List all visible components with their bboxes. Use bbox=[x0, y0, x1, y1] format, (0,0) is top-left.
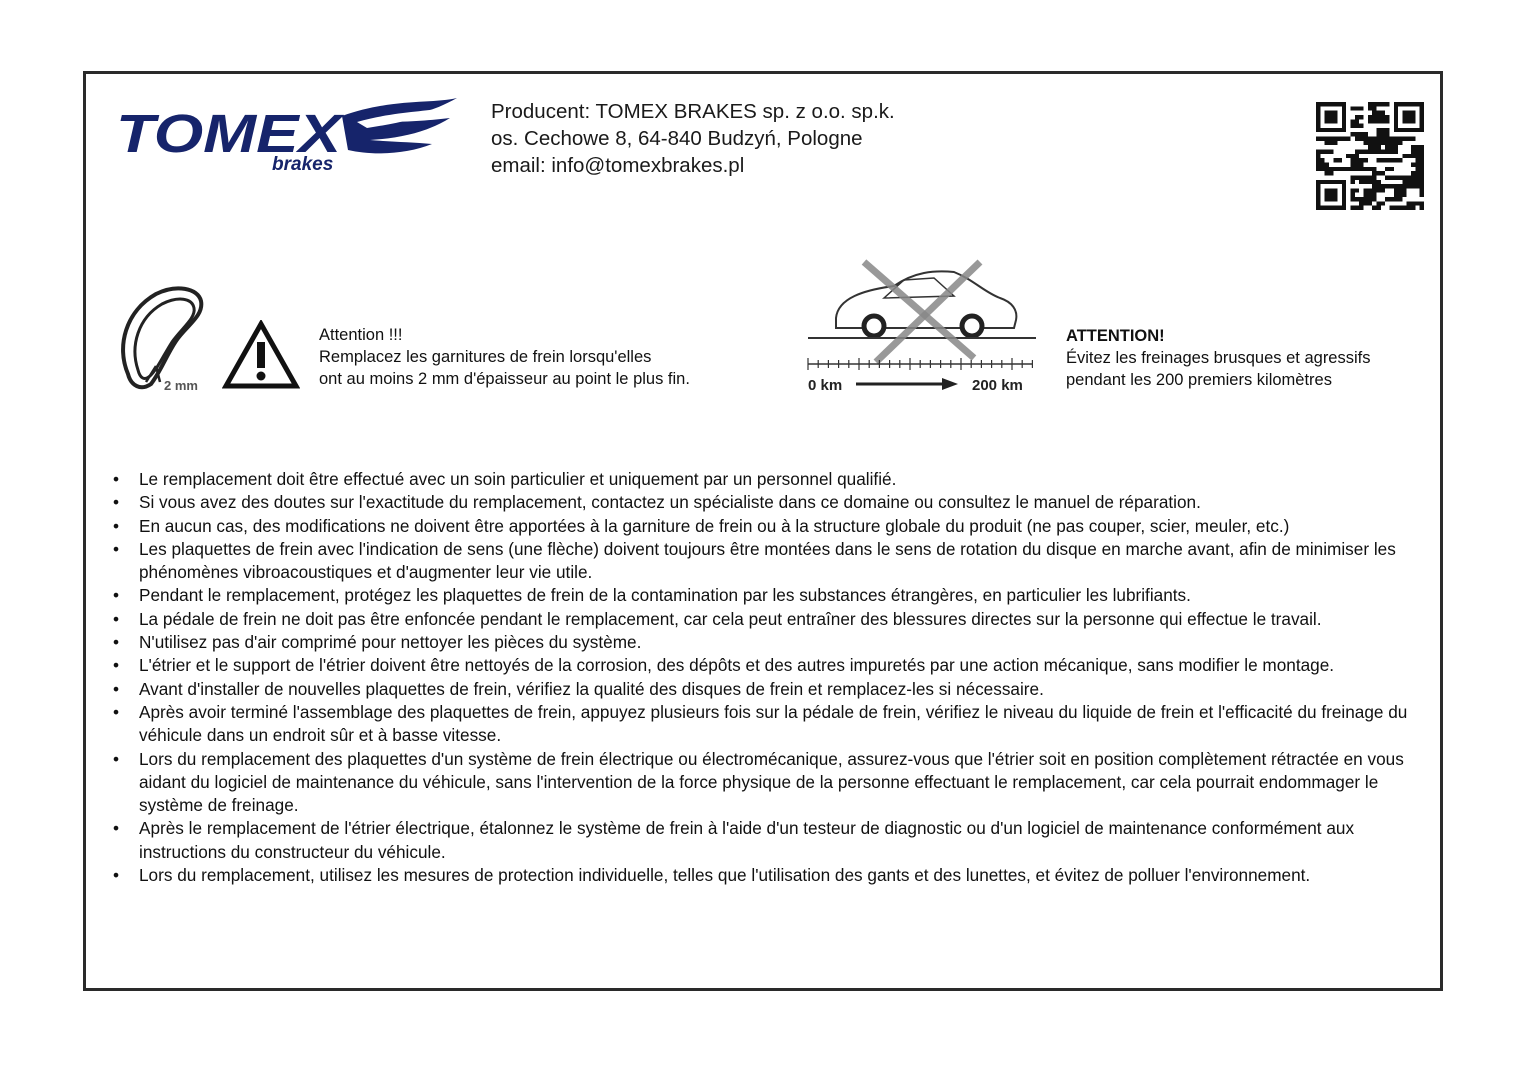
exclamation-triangle-icon bbox=[222, 320, 300, 390]
bedding-warning-title: ATTENTION! bbox=[1066, 327, 1165, 345]
list-item: • Après le remplacement de l'étrier électrique, étalonnez le système de frein à l'aide d'un testeur de diagnostic ou d'un logiciel de maintenance conformément aux instructions du constructeur du véhicule. bbox=[111, 817, 1421, 864]
svg-text:0 km: 0 km bbox=[808, 377, 843, 394]
svg-text:200 km: 200 km bbox=[972, 377, 1023, 394]
bedding-warning-line2: pendant les 200 premiers kilomètres bbox=[1066, 371, 1332, 389]
pad-warning-line1: Remplacez les garnitures de frein lorsqu'elles bbox=[319, 348, 652, 366]
pad-warning-title: Attention !!! bbox=[319, 326, 403, 344]
pad-warning-line2: ont au moins 2 mm d'épaisseur au point le plus fin. bbox=[319, 370, 690, 388]
producer-email[interactable]: email: info@tomexbrakes.pl bbox=[491, 154, 745, 177]
list-item: • Après avoir terminé l'assemblage des plaquettes de frein, appuyez plusieurs fois sur la pédale de frein, vérifiez le niveau du liquide de frein et l'efficacité du freinage du véhicule dans un endroit sûr et à basse vitesse. bbox=[111, 701, 1421, 748]
list-item: • Lors du remplacement, utilisez les mesures de protection individuelle, telles que l'utilisation des gants et des lunettes, et évitez de polluer l'environnement. bbox=[111, 864, 1421, 887]
list-item: • Les plaquettes de frein avec l'indication de sens (une flèche) doivent toujours être montées dans le sens de rotation du disque en marche avant, afin de minimiser les phénomènes vibroacoustiques et d'augmenter leur vie utile. bbox=[111, 538, 1421, 585]
qr-code-icon[interactable] bbox=[1316, 102, 1424, 210]
producer-info bbox=[491, 98, 895, 179]
list-item: • Lors du remplacement des plaquettes d'un système de frein électrique ou électromécanique, assurez-vous que l'étrier soit en position complètement rétractée en vous aidant du logiciel de maintenance du véhicule, sans l'intervention de la force physique de la personne effectuant le remplacement, car cela pourrait endommager le système de freinage. bbox=[111, 748, 1421, 818]
instruction-list bbox=[111, 468, 1421, 887]
list-item: • La pédale de frein ne doit pas être enfoncée pendant le remplacement, car cela peut entraîner des blessures directes sur la personne qui effectue le travail. bbox=[111, 608, 1421, 631]
brake-pad-icon bbox=[116, 286, 211, 394]
list-item: • Le remplacement doit être effectué avec un soin particulier et uniquement par un personnel qualifié. bbox=[111, 468, 1421, 491]
svg-text:TOMEX: TOMEX bbox=[116, 104, 345, 164]
list-item: • L'étrier et le support de l'étrier doivent être nettoyés de la corrosion, des dépôts et des autres impuretés par une action mécanique, sans modifier le montage. bbox=[111, 654, 1421, 677]
bedding-warning-line1: Évitez les freinages brusques et agressifs bbox=[1066, 349, 1371, 367]
list-item: • En aucun cas, des modifications ne doivent être apportées à la garniture de frein ou à la structure globale du produit (ne pas couper, scier, meuler, etc.) bbox=[111, 515, 1421, 538]
list-item: • Si vous avez des doutes sur l'exactitude du remplacement, contactez un spécialiste dans ce domaine ou consultez le manuel de réparation. bbox=[111, 491, 1421, 514]
pad-thickness-warning bbox=[319, 324, 690, 390]
producer-address: os. Cechowe 8, 64-840 Budzyń, Pologne bbox=[491, 127, 863, 150]
list-item: • Pendant le remplacement, protégez les plaquettes de frein de la contamination par les substances étrangères, en particulier les lubrifiants. bbox=[111, 584, 1421, 607]
label-frame bbox=[83, 71, 1443, 991]
list-item: • Avant d'installer de nouvelles plaquettes de frein, vérifiez la qualité des disques de frein et remplacez-les si nécessaire. bbox=[111, 678, 1421, 701]
tomex-logo bbox=[112, 98, 457, 176]
producer-name: Producent: TOMEX BRAKES sp. z o.o. sp.k. bbox=[491, 100, 895, 123]
bedding-in-warning bbox=[1066, 325, 1371, 391]
svg-text:brakes: brakes bbox=[272, 154, 334, 175]
svg-text:2 mm: 2 mm bbox=[164, 378, 198, 393]
list-item: • N'utilisez pas d'air comprimé pour nettoyer les pièces du système. bbox=[111, 631, 1421, 654]
car-braking-crossed-icon bbox=[804, 258, 1036, 398]
